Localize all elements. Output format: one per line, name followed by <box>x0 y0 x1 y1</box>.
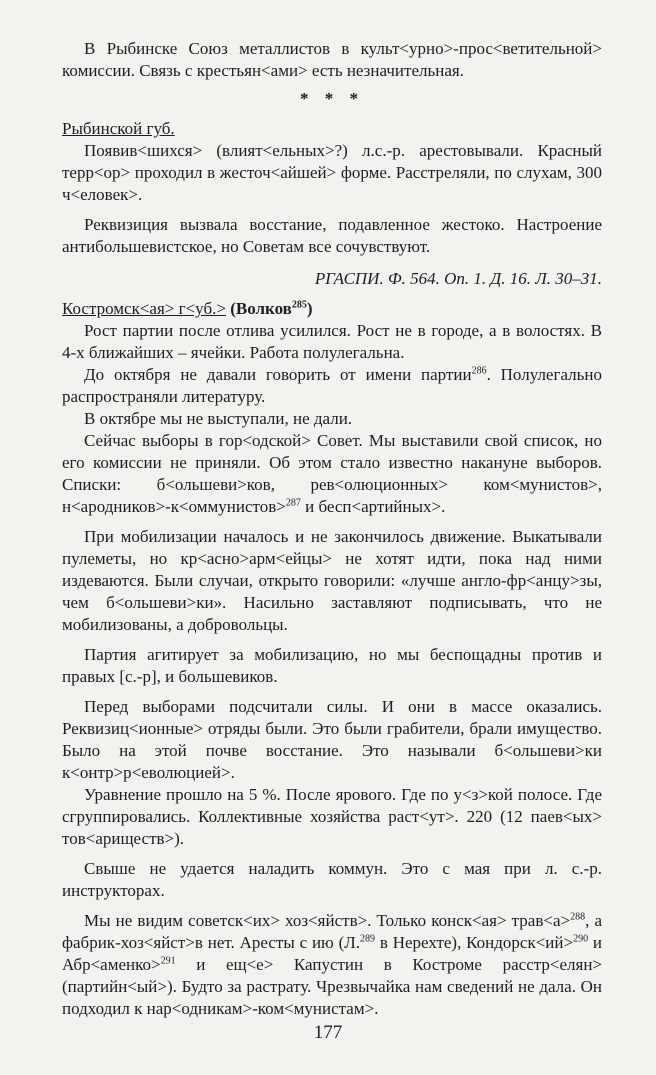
spacer <box>62 206 602 214</box>
paragraph: Реквизиция вызвала восстание, подавленное жестоко. Настроение антибольшевистское, но Советам все сочувствуют. <box>62 215 602 256</box>
footnote-ref: 287 <box>285 497 301 509</box>
paragraph: При мобилизации началось и не закончилось движение. Выкатывали пулеметы, но кр<асно>арм<ейцы> не хотят идти, пока над ними издеваются. Были случаи, открыто говорили: «лучше англо-фр<анцу>зы, чем б<ольшеви>ки». Насильно заставляют подписывать, что не мобилизованы, а добровольцы. <box>62 527 602 634</box>
paragraph: Сейчас выборы в гор<одской> Совет. Мы выставили свой список, но его комиссии не приняли. Об этом стало известно накануне выборов. Списки: б<ольшеви>ков, рев<олюционных> ком<мунистов>, н<ародников>-к<оммунистов>$^{287}$ и бесп<артийных>. <box>62 431 602 516</box>
paragraph: Уравнение прошло на 5 %. После ярового. Где по у<з>кой полосе. Где сгруппировались. Коллективные хозяйства раст<ут>. 220 (12 паев<ых> тов<ариществ>). <box>62 785 602 848</box>
footnote-ref: 285 <box>291 299 307 311</box>
paragraph: Рост партии после отлива усилился. Рост не в городе, а в волостях. В 4-х ближайших – ячейки. Работа полулегальна. <box>62 321 602 362</box>
paragraph: Свыше не удается наладить коммун. Это с мая при л. с.-р. инструкторах. <box>62 859 602 900</box>
speaker-name: (Волков$^{285}$) <box>230 299 313 318</box>
page-number: 177 <box>313 1022 343 1043</box>
paragraph: Партия агитирует за мобилизацию, но мы беспощадны против и правых [с.-р], и большевиков. <box>62 645 602 686</box>
paragraph: В Рыбинске Союз металлистов в культ<урно>-прос<ветительной> комиссии. Связь с крестьян<ами> есть незначительная. <box>62 39 602 80</box>
page-body <box>62 38 602 1020</box>
source-citation: РГАСПИ. Ф. 564. Оп. 1. Д. 16. Л. 30–31. <box>314 269 602 288</box>
footnote-ref: 286 <box>471 365 487 377</box>
footnote-ref: 288 <box>570 911 586 923</box>
paragraph: В октябре мы не выступали, не дали. <box>84 409 353 428</box>
section-heading-label: Костромск<ая> г<уб.> <box>62 299 226 318</box>
spacer <box>62 688 602 696</box>
section-heading-kostroma <box>62 298 602 320</box>
footnote-ref: 290 <box>573 933 589 945</box>
footnote-ref: 291 <box>160 955 176 967</box>
spacer <box>62 636 602 644</box>
paragraph: До октября не давали говорить от имени партии$^{286}$. Полулегально распространяли литературу. <box>62 365 602 406</box>
section-heading-rybinsk <box>62 118 602 140</box>
spacer <box>62 850 602 858</box>
section-separator: * * * <box>300 89 364 108</box>
section-heading-label: Рыбинской губ. <box>62 119 175 138</box>
paragraph: Мы не видим советск<их> хоз<яйств>. Только конск<ая> трав<а>$^{288}$, а фабрик-хоз<яйст>в нет. Аресты с ию (Л.$^{289}$ в Нерехте), Кондорск<ий>$^{290}$ и Абр<аменко>$^{291}$ и ещ<е> Капустин в Костроме расстр<елян> (партийн<ый>). Будто за растрату. Чрезвычайка нам сведений не дала. Он подходил к нар<одникам>-ком<мунистам>. <box>62 911 603 1018</box>
spacer <box>62 902 602 910</box>
paragraph: Перед выборами подсчитали силы. И они в массе оказались. Реквизиц<ионные> отряды были. Это были грабители, брали имущество. Было на этой почве восстание. Это называли б<ольшеви>ки к<онтр>р<еволюцией>. <box>62 697 602 782</box>
footnote-ref: 289 <box>360 933 376 945</box>
paragraph: Появив<шихся> (влият<ельных>?) л.с.-р. арестовывали. Красный терр<ор> проходил в жесточ<айшей> форме. Расстреляли, по слухам, 300 ч<еловек>. <box>62 141 602 204</box>
spacer <box>62 518 602 526</box>
